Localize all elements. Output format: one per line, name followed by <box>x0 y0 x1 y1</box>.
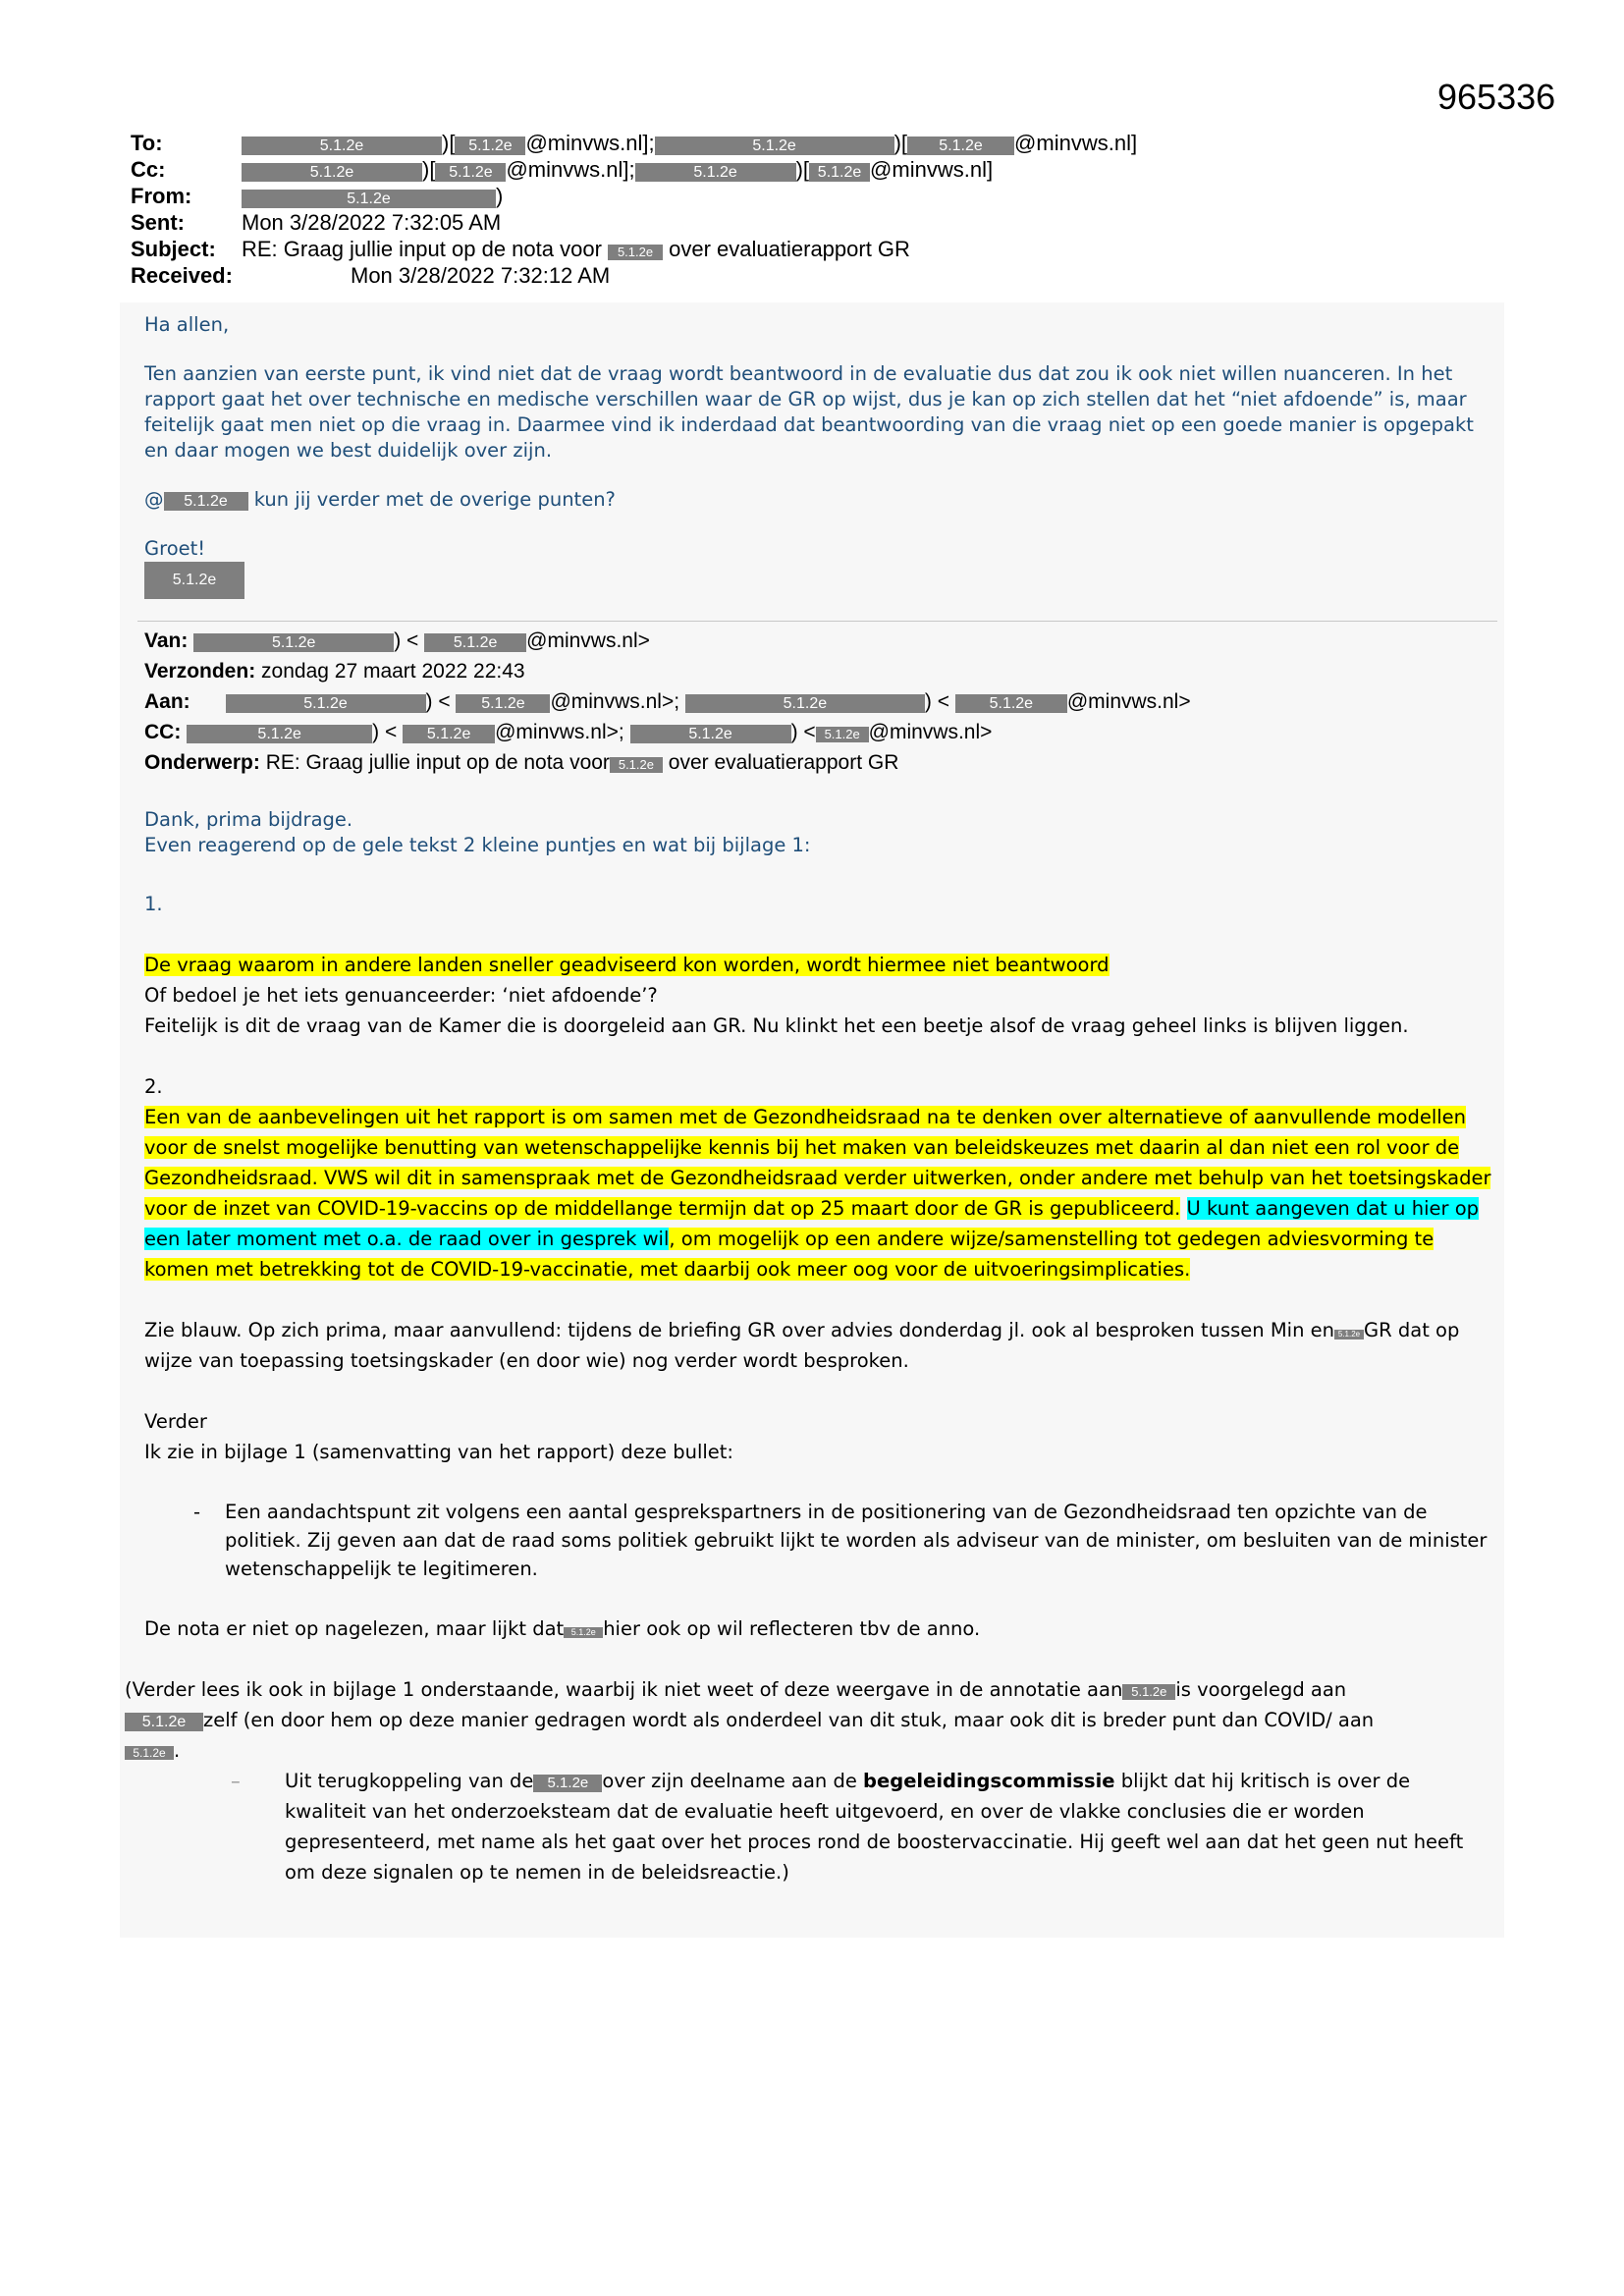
redaction: 5.1.2e <box>1334 1330 1364 1339</box>
to-row: To: 5.1.2e )[ 5.1.2e @minvws.nl]; 5.1.2e )[ 5.1.2e @minvws.nl] <box>131 131 1138 155</box>
subject-row <box>131 236 910 262</box>
redaction: 5.1.2e <box>608 245 663 260</box>
cc-label: CC: <box>144 721 182 743</box>
redaction: 5.1.2e <box>403 725 495 743</box>
email-header <box>131 130 1138 289</box>
clarification-text: Feitelijk is dit de vraag van de Kamer die is doorgeleid aan GR. Nu klinkt het een beetje alsof de vraag geheel links is blijven liggen. <box>144 1014 1409 1037</box>
redaction: 5.1.2e <box>125 1746 174 1760</box>
redaction: 5.1.2e <box>1122 1684 1175 1700</box>
reply-message <box>144 312 1489 599</box>
redaction: 5.1.2e <box>242 190 496 208</box>
redaction: 5.1.2e <box>907 137 1014 155</box>
cc-label: Cc: <box>131 157 166 182</box>
redaction: 5.1.2e <box>610 757 663 773</box>
page-number: 965336 <box>1437 77 1556 117</box>
aan-domain-1: @minvws.nl>; <box>550 690 680 713</box>
redaction: 5.1.2e <box>455 137 525 155</box>
aan-domain-2: @minvws.nl> <box>1066 690 1191 713</box>
onderwerp-text: RE: Graag jullie input op de nota voor <box>265 751 610 774</box>
cc-domain-2: @minvws.nl] <box>870 157 994 182</box>
nota-line: De nota er niet op nagelezen, maar lijkt dat 5.1.2e hier ook op wil reflecteren tbv de anno. <box>144 1617 981 1640</box>
redaction: 5.1.2e <box>125 1713 203 1731</box>
reply-paragraph: Ten aanzien van eerste punt, ik vind niet dat de vraag wordt beantwoord in de evaluatie dus dat zou ik ook niet willen nuanceren. In het rapport gaat het over technische en medische verschillen waar de GR op wijst, dus je kan op zich stellen dat het “niet afdoende” is, maar feitelijk gaat men niet op die vraag in. Daarmee vind ik inderdaad dat beantwoording van die vraag niet op een goede manier is opgepakt en daar mogen we best duidelijk over zijn. <box>144 362 1474 462</box>
to-domain-1: @minvws.nl]; <box>525 131 655 155</box>
van-label: Van: <box>144 629 189 652</box>
zie-blauw-paragraph: Zie blauw. Op zich prima, maar aanvullend: tijdens de briefing GR over advies donderdag jl. ook al besproken tussen Min en 5.1.2e GR dat op wijze van toepassing toetsingskader (en door wie) nog verder wordt besproken. <box>144 1319 1460 1372</box>
signature <box>144 562 1489 599</box>
redaction: 5.1.2e <box>242 163 422 182</box>
forwarded-body <box>125 807 1494 1887</box>
greeting: Ha allen, <box>144 313 230 336</box>
redaction: 5.1.2e <box>193 633 394 652</box>
redaction: 5.1.2e <box>424 633 526 652</box>
redaction: 5.1.2e <box>955 694 1067 713</box>
redaction: 5.1.2e <box>816 727 869 742</box>
thanks-line: Dank, prima bijdrage. <box>144 808 353 831</box>
subject-text: RE: Graag jullie input op de nota voor <box>242 237 602 261</box>
highlighted-paragraph-2: Een van de aanbevelingen uit het rapport is om samen met de Gezondheidsraad na te denken over alternatieve of aanvullende modellen voor de snelst mogelijke benutting van wetenschappelijke kennis bij het maken van beleidskeuzes met daarin al dan niet een rol voor de Gezondheidsraad. VWS wil dit in samenspraak met de Gezondheidsraad verder uitwerken, onder andere met behulp van het toetsingskader voor de inzet van COVID-19-vaccins op de middellange termijn dat op 25 maart door de GR is gepubliceerd. U kunt aangeven dat u hier op een later moment met o.a. de raad over in gesprek wil, om mogelijk op een andere wijze/samenstelling tot gedegen adviesvorming te komen met betrekking tot de COVID-19-vaccinatie, met daarbij ook meer oog voor de uitvoeringsimplicaties. <box>144 1106 1491 1281</box>
received-label: Received: <box>131 263 233 288</box>
highlighted-question-1: De vraag waarom in andere landen sneller geadviseerd kon worden, wordt hiermee niet beantwoord <box>144 954 1110 976</box>
onderwerp-label: Onderwerp: <box>144 751 260 774</box>
onderwerp-text-post: over evaluatierapport GR <box>668 751 899 774</box>
redaction: 5.1.2e <box>456 694 550 713</box>
cc-domain-2: @minvws.nl> <box>868 721 993 743</box>
redaction: 5.1.2e <box>564 1627 603 1638</box>
redaction: 5.1.2e <box>164 492 248 511</box>
subject-text-post: over evaluatierapport GR <box>669 237 910 261</box>
bullet-list-2 <box>144 1766 1494 1887</box>
divider <box>137 621 1497 622</box>
from-row: From: 5.1.2e ) <box>131 184 504 208</box>
cc-row: Cc: 5.1.2e )[ 5.1.2e @minvws.nl]; 5.1.2e )[ 5.1.2e @minvws.nl] <box>131 157 994 182</box>
aan-label: Aan: <box>144 690 190 713</box>
cc-domain-1: @minvws.nl]; <box>506 157 635 182</box>
bijlage-paragraph: (Verder lees ik ook in bijlage 1 onderstaande, waarbij ik niet weet of deze weergave in de annotatie aan 5.1.2e is voorgelegd aan 5.1.2e zelf (en door hem op deze manier gedragen wordt als onderdeel van dit stuk, maar ook dit is breder punt dan COVID/ aan 5.1.2e . <box>125 1678 1375 1762</box>
redaction: 5.1.2e <box>242 137 442 155</box>
sent-value: Mon 3/28/2022 7:32:05 AM <box>242 210 502 235</box>
point-number-1: 1. <box>144 893 163 915</box>
verzonden-label: Verzonden: <box>144 660 256 683</box>
verder-line: Verder <box>144 1410 207 1433</box>
redaction: 5.1.2e <box>226 694 426 713</box>
subject-label: Subject: <box>131 237 216 261</box>
forwarded-header: Van: 5.1.2e ) < 5.1.2e @minvws.nl> Verzonden: zondag 27 maart 2022 22:43 Aan: 5.1.2e ) < 5.1.2e @minvws.nl>; 5.1.2e ) < 5.1.2e @minvws.nl> CC: 5.1.2e ) < 5.1.2e @minvws.nl>; 5.1.2e ) < 5.1.2e @minvws.nl> Onderwerp: RE: Graag jullie input op de nota voor 5.1.2e over evaluatierapport GR <box>144 629 1191 774</box>
from-label: From: <box>131 184 192 208</box>
redaction: 5.1.2e <box>809 163 870 182</box>
list-item: - Een aandachtspunt zit volgens een aantal gesprekspartners in de positionering van de Gezondheidsraad ten opzichte van de politiek. Zij geven aan dat de raad soms politiek gebruikt lijkt te worden als adviseur van de minister, om besluiten van de minister wetenschappelijk te legitimeren. <box>193 1501 1488 1580</box>
received-row <box>131 262 611 289</box>
closing: Groet! <box>144 537 206 560</box>
redaction: 5.1.2e <box>435 163 506 182</box>
intro-line: Even reagerend op de gele tekst 2 kleine puntjes en wat bij bijlage 1: <box>144 834 811 856</box>
redaction: 5.1.2e <box>630 725 791 743</box>
list-item: – Uit terugkoppeling van de 5.1.2e over zijn deelname aan de begeleidingscommissie blijkt dat hij kritisch is over de kwaliteit van het onderzoeksteam dat de evaluatie heeft uitgevoerd, en over de vlakke conclusies die er worden gepresenteerd, met name als het gaat over het proces rond de boostervaccinatie. Hij geeft wel aan dat het geen nut heeft om deze signalen op te nemen in de beleidsreactie.) <box>231 1770 1464 1884</box>
received-value: Mon 3/28/2022 7:32:12 AM <box>351 263 611 288</box>
point-number-2: 2. <box>144 1075 163 1098</box>
sent-row <box>131 209 502 236</box>
bijlage-intro: Ik zie in bijlage 1 (samenvatting van het rapport) deze bullet: <box>144 1441 733 1463</box>
redaction: 5.1.2e <box>685 694 925 713</box>
cc-domain-1: @minvws.nl>; <box>495 721 624 743</box>
redaction: 5.1.2e <box>187 725 372 743</box>
van-domain: @minvws.nl> <box>526 629 650 652</box>
redaction: 5.1.2e <box>635 163 796 182</box>
bullet-list <box>144 1498 1494 1583</box>
redaction: 5.1.2e <box>144 562 244 599</box>
verzonden-value: zondag 27 maart 2022 22:43 <box>261 660 525 683</box>
mention-line: @ 5.1.2e kun jij verder met de overige punten? <box>144 488 616 511</box>
to-domain-2: @minvws.nl] <box>1014 131 1138 155</box>
sent-label: Sent: <box>131 210 185 235</box>
redaction: 5.1.2e <box>533 1775 602 1792</box>
to-label: To: <box>131 131 163 155</box>
redaction: 5.1.2e <box>655 137 894 155</box>
clarification-question: Of bedoel je het iets genuanceerder: ‘niet afdoende’? <box>144 984 658 1007</box>
